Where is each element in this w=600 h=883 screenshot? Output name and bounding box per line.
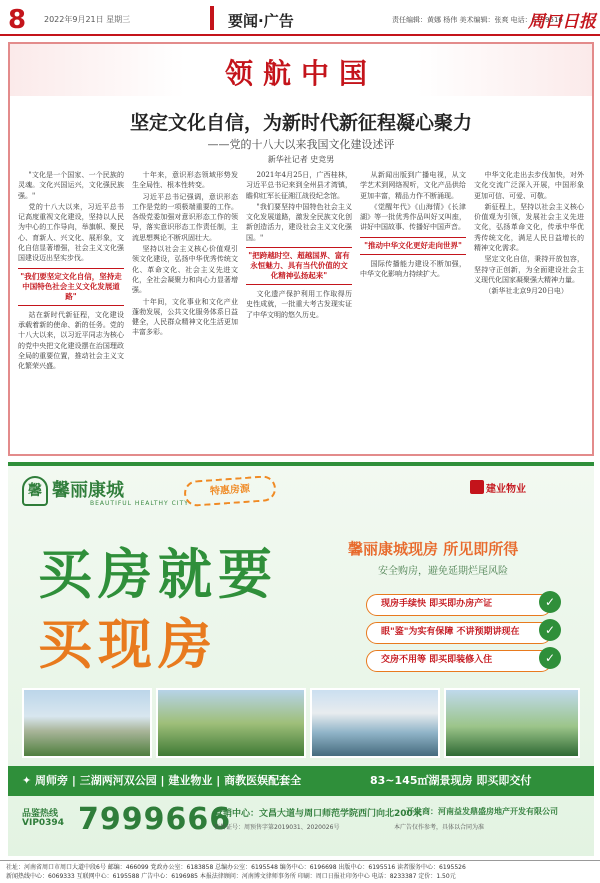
paragraph: 坚定文化自信，秉持开放包容，坚持守正创新，为全面建设社会主义现代化国家凝聚强大精神力量。 bbox=[474, 255, 584, 284]
paragraph: 十年来，意识形态领域形势发生全局性、根本性转变。 bbox=[132, 171, 238, 190]
promo-badge: 特惠房源 bbox=[183, 475, 277, 507]
page-footer bbox=[0, 860, 600, 883]
article-byline: 新华社记者 史竞男 bbox=[267, 155, 335, 164]
pull-quote: "推动中华文化更好走向世界" bbox=[360, 237, 466, 255]
paragraph: 中华文化走出去步伐加快，对外文化交流广泛深入开展，中国形象更加可信、可爱、可敬。 bbox=[474, 171, 584, 200]
paragraph: 坚持以社会主义核心价值观引领文化建设，弘扬中华优秀传统文化、革命文化、社会主义先进文化，全社会凝聚力和向心力显著增强。 bbox=[132, 245, 238, 295]
paragraph: 习近平总书记强调，意识形态工作是党的一项极端重要的工作。各级党委加强对意识形态工作的领导，落实意识形态工作责任制，主流思想舆论不断巩固壮大。 bbox=[132, 192, 238, 242]
check-icon: ✓ bbox=[539, 619, 561, 641]
unit-area: 83~145㎡湖景现房 即买即交付 bbox=[370, 774, 532, 787]
brand-name-en: BEAUTIFUL HEALTHY CITY bbox=[90, 500, 189, 507]
paragraph: 党的十八大以来，习近平总书记高度重视文化建设，坚持以人民为中心的工作导向，举旗帜、聚民心、育新人、兴文化、展形象，文化自信显著增强，社会主义文化强国建设迈出坚实步伐。 bbox=[18, 202, 124, 263]
hotline-number: 7999666 bbox=[78, 802, 232, 837]
issue-date: 2022年9月21日 星期三 bbox=[44, 15, 131, 24]
benefit-pill bbox=[366, 622, 556, 644]
real-estate-ad bbox=[8, 462, 594, 856]
area-code: VIP0394 bbox=[22, 818, 64, 828]
sales-address: 营销中心：文昌大道与周口师范学院西门向北200米 bbox=[214, 809, 422, 819]
article-column-4 bbox=[360, 170, 466, 452]
paragraph: 从新闻出版到广播电视，从文学艺术到网络视听，文化产品供给更加丰富，精品力作不断涌现。 bbox=[360, 171, 466, 200]
ad-disclaimer: 本广告仅作参考，具体以合同为准 bbox=[394, 824, 485, 831]
lake-view-photo bbox=[310, 688, 440, 758]
paragraph: 2021年4月25日，广西桂林，习近平总书记来到全州县才湾镇，瞻仰红军长征湘江战役纪念馆。 bbox=[246, 171, 352, 200]
benefit-text: 眼"鉴"为实有保障 不讲预期讲现在 bbox=[381, 627, 520, 637]
benefit-text: 现房手续快 即买即办房产证 bbox=[381, 599, 493, 609]
feature-list: ✦ 周师旁 | 三湖两河双公园 | 建业物业 | 商教医娱配套全 bbox=[22, 774, 302, 787]
presale-license: 预售证号：周预售字第2019031、2020026号 bbox=[214, 824, 340, 831]
section-marker bbox=[210, 6, 214, 30]
paragraph: 十年间，文化事业和文化产业蓬勃发展，公共文化服务体系日益健全，人民群众精神文化生活更加丰富多彩。 bbox=[132, 297, 238, 337]
check-icon: ✓ bbox=[539, 591, 561, 613]
column-banner-title: 领航中国 bbox=[224, 57, 377, 90]
property-company: 建业物业 bbox=[486, 484, 526, 495]
article-column-5 bbox=[474, 170, 584, 452]
paragraph: 站在新时代新征程，文化建设承载着新的使命、新的任务。党的十八大以来，以习近平同志为核心的党中央把文化建设摆在治国理政全局的重要位置，推动社会主义文化繁荣兴盛。 bbox=[18, 310, 124, 371]
footer-line-2: 新闻热线中心：6069333 互联网中心：6195588 广告中心：6196985 本报法律顾问：河南博文律师事务所 印刷：周口日报社印务中心 电话：8233387 定价：1.50元 bbox=[6, 873, 456, 880]
article-column-3 bbox=[246, 170, 352, 452]
editor-credits: 责任编辑：黄娜 杨伟 美术编辑：张爽 电话：6199516 bbox=[392, 16, 563, 24]
benefit-pill bbox=[366, 650, 556, 672]
newspaper-logo: 周口日报 bbox=[528, 12, 596, 32]
article-frame bbox=[8, 42, 594, 456]
page-number: 8 bbox=[8, 5, 27, 35]
paragraph: 《觉醒年代》《山海情》《长津湖》等一批优秀作品叫好又叫座，讲好中国故事、传播好中国声音。 bbox=[360, 202, 466, 232]
paragraph: （新华社北京9月20日电） bbox=[484, 287, 568, 296]
article-subtitle: ——党的十八大以来我国文化建设述评 bbox=[207, 138, 395, 151]
benefit-pill bbox=[366, 594, 556, 616]
pull-quote: "我们要坚定文化自信，坚持走中国特色社会主义文化发展道路" bbox=[18, 268, 124, 306]
paragraph: "我们要坚持中国特色社会主义文化发展道路，激发全民族文化创新创造活力，建设社会主义文化强国。" bbox=[246, 202, 352, 242]
paragraph: 国际传播能力建设不断加强，中华文化影响力持续扩大。 bbox=[360, 259, 466, 279]
ad-slogan: 馨丽康城现房 所见即所得 bbox=[348, 540, 519, 558]
article-column-2 bbox=[132, 170, 238, 452]
article-column-1 bbox=[18, 170, 124, 452]
ad-slogan-sub: 安全购房，避免延期烂尾风险 bbox=[378, 566, 508, 577]
park-photo bbox=[156, 688, 306, 758]
developer: 开发商：河南益发鼎盛房地产开发有限公司 bbox=[406, 807, 558, 816]
building-photo bbox=[22, 688, 152, 758]
hotline-label: 品鉴热线 bbox=[22, 809, 59, 819]
pull-quote: "把跨越时空、超越国界、富有永恒魅力、具有当代价值的文化精神弘扬起来" bbox=[246, 247, 352, 285]
property-logo-icon bbox=[470, 480, 484, 494]
ad-headline-2: 买现房 bbox=[38, 613, 218, 676]
section-title: 要闻·广告 bbox=[228, 12, 294, 30]
paragraph: "文化是一个国家、一个民族的灵魂。文化兴国运兴，文化强民族强。" bbox=[18, 171, 124, 200]
check-icon: ✓ bbox=[539, 647, 561, 669]
article-headline: 坚定文化自信，为新时代新征程凝心聚力 bbox=[129, 112, 472, 134]
footer-line-1: 社址：河南省周口市周口大道中段6号 邮编：466099 党政办公室：6183858 总编办公室：6195548 编务中心：6196698 出版中心：6195516 读者服务中心：6195526 bbox=[6, 864, 466, 871]
paragraph: 文化遗产保护利用工作取得历史性成就，一批重大考古发现实证了中华文明的悠久历史。 bbox=[246, 290, 352, 319]
ad-headline-1: 买房就要 bbox=[38, 543, 278, 606]
benefit-text: 交房不用等 即买即装修入住 bbox=[381, 655, 493, 665]
brand-emblem-icon: 馨 bbox=[22, 476, 48, 506]
brand-name: 馨丽康城 bbox=[52, 480, 124, 501]
paragraph: 新征程上，坚持以社会主义核心价值观为引领，发展社会主义先进文化，弘扬革命文化，传承中华优秀传统文化，满足人民日益增长的精神文化需求。 bbox=[474, 202, 584, 253]
garden-photo bbox=[444, 688, 580, 758]
